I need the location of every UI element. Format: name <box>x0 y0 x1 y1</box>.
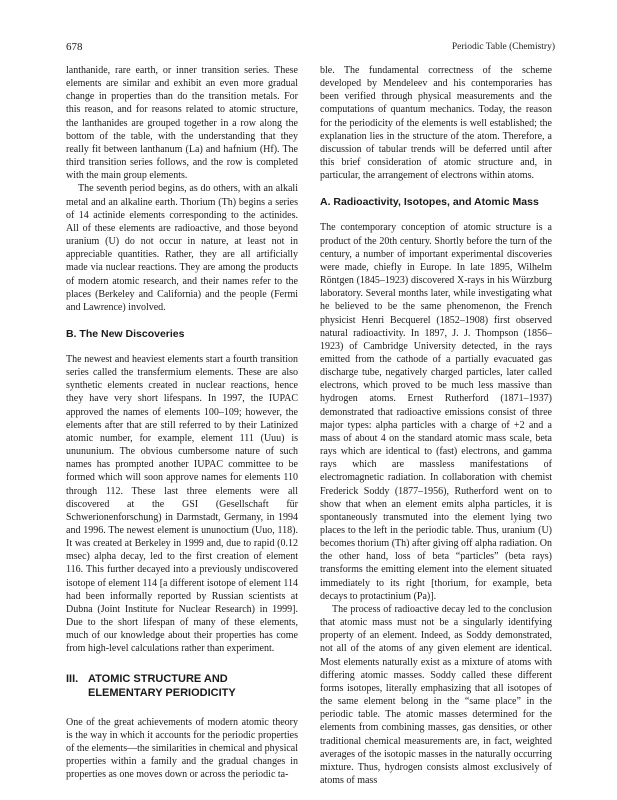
paragraph: The seventh period begins, as do others, with an alkali metal and an alkaline earth. Thorium (Th) begins a series of 14 actinide elements corresponding to the actinides. All of these elements are radioactive, and those beyond uranium (U) do not occur in nature, at least not in appreciable quantities. Rather, they are all artificially made via nuclear reactions. They are among the products of modern atomic research, and their names refer to the places (Berkeley and California) and the people (Fermi and Lawrence) involved. <box>66 183 298 313</box>
section-heading-iii <box>66 672 298 700</box>
page-number: 678 <box>66 41 83 53</box>
paragraph: One of the great achievements of modern atomic theory is the way in which it accounts for the periodic properties of the elements—the similarities in chemical and physical properties within a family and the gradual changes in properties as one moves down or across the periodic ta- <box>66 716 298 781</box>
paragraph: lanthanide, rare earth, or inner transition series. These elements are similar and exhibit an even more gradual change in properties than do the transition metals. For this reason, and for reasons related to atomic structure, the lanthanides are grouped together in a row along the bottom of the table, with the understanding that they really fit between lanthanum (La) and hafnium (Hf). The third transition series follows, and the row is completed with the main group elements. <box>66 65 298 182</box>
left-column <box>66 64 298 781</box>
paragraph: ble. The fundamental correctness of the scheme developed by Mendeleev and his contemporaries has been verified through physical measurements and the computations of quantum mechanics. Today, the reason for the periodicity of the elements is well established; the explanation lies in the structure of the atom. Therefore, a discussion of tabular trends will be deferred until after this brief consideration of atomic structure and, in particular, the arrangement of electrons within atoms. <box>320 65 552 182</box>
paragraph: The contemporary conception of atomic structure is a product of the 20th century. Shortly before the turn of the century, a number of important experimental discoveries were made, chiefly in Europe. In late 1895, Wilhelm Röntgen (1845–1923) discovered X-rays in his Würzburg laboratory. Several months later, while investigating what he believed to be the same phenomenon, the French physicist Henri Becquerel (1852–1908) first observed natural radioactivity. In 1897, J. J. Thompson (1856–1923) of Cambridge University detected, in the rays emitted from the cathode of a partially evacuated gas discharge tube, negatively charged particles, later called electrons, which proved to be much less massive than hydrogen atoms. Ernest Rutherford (1871–1937) demonstrated that radioactive emissions consist of three major types: alpha particles with a charge of +2 and a mass of about 4 on the standard atomic mass scale, beta rays which are identical to (fast) electrons, and gamma rays which are massless manifestations of electromagnetic radiation. In collaboration with chemist Frederick Soddy (1877–1956), Rutherford went on to show that when an element emits alpha particles, it is spontaneously transmuted into the element lying two places to the left in the periodic table. Thus, uranium (U) becomes thorium (Th) after giving off alpha radiation. On the other hand, loss of beta “particles” (beta rays) transforms the emitting element into the element situated immediately to its right [thorium, for example, beta decays to protactinium (Pa)]. <box>320 222 552 602</box>
running-head: Periodic Table (Chemistry) <box>451 42 555 52</box>
section-heading-b: B. The New Discoveries <box>66 327 185 340</box>
section-title: ATOMIC STRUCTURE AND ELEMENTARY PERIODICITY <box>88 672 236 699</box>
paragraph: The newest and heaviest elements start a fourth transition series called the transfermium elements. These are also synthetic elements created in nuclear reactions, hence they have very short lifespans. In 1997, the IUPAC approved the names of elements 100–109; however, the elements after that are still referred to by their Latinized atomic number, for example, element 111 (Uuu) is unununium. The obvious cumbersome nature of such names has prompted another IUPAC committee to be formed which will soon approve names for elements 110 through 112. These last three elements were all discovered at the GSI (Gesellschaft für Schwerionenforschung) in Darmstadt, Germany, in 1994 and 1996. The newest element is ununoctium (Uuo, 118). It was created at Berkeley in 1999 and, due to rapid (0.12 msec) alpha decay, led to the first creation of element 116. This further decayed into a previously undiscovered isotope of element 114 [a different isotope of element 114 had been informally reported by Russian scientists at Dubna (Joint Institute for Nuclear Research) in 1999]. Due to the short lifespan of many of these elements, much of our knowledge about their properties has come from high-level calculations rather than experiment. <box>66 353 298 655</box>
paragraph: The process of radioactive decay led to the conclusion that atomic mass must not be a singularly identifying property of an element. Indeed, as Soddy demonstrated, not all of the atoms of any given element are identical. Most elements naturally exist as a mixture of atoms with differing atomic masses. Soddy called these different forms isotopes, literally emphasizing that all isotopes of the same element belong in the “same place” in the periodic table. The atomic masses determined for the elements from combining masses, gas densities, or other traditional chemical measurements are, in fact, weighted averages of the isotopic masses in the naturally occurring mixture. Thus, hydrogen consists almost exclusively of atoms of mass <box>320 603 552 786</box>
section-number: III. <box>66 672 79 685</box>
right-column <box>320 64 552 787</box>
section-heading-a: A. Radioactivity, Isotopes, and Atomic Mass <box>320 196 539 209</box>
page-header <box>66 40 555 54</box>
